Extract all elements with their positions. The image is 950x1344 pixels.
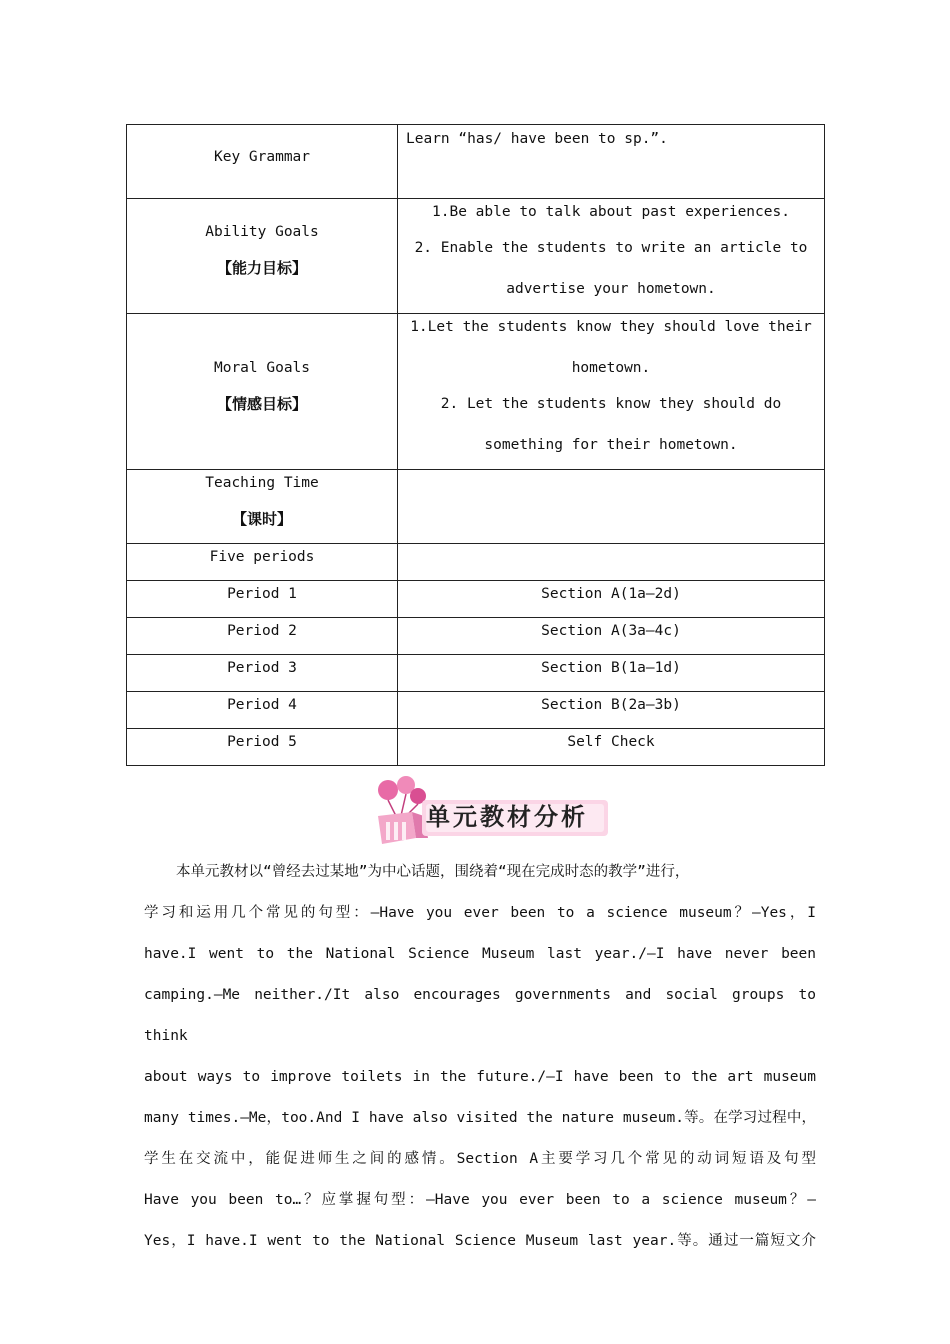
period-content: Self Check	[567, 734, 655, 750]
lesson-plan-table	[126, 124, 825, 766]
row-teaching-time	[127, 470, 825, 544]
key-grammar-content-cell	[398, 125, 825, 199]
period-content-cell	[398, 655, 825, 692]
period-content-cell	[398, 692, 825, 729]
key-grammar-label-cell	[127, 125, 398, 199]
row-period	[127, 655, 825, 692]
ability-goals-line-2: 2. Enable the students to write an article to	[414, 240, 808, 256]
period-name: Period 4	[227, 697, 297, 713]
moral-goals-label-cn: 【情感目标】	[216, 395, 307, 413]
analysis-line: Yes，I have.I went to the National Science Museum last year.等。通过一篇短文介	[144, 1233, 816, 1249]
row-five-periods	[127, 544, 825, 581]
teaching-time-label-cn: 【课时】	[231, 510, 292, 528]
analysis-line: Have you been to…？应掌握句型：—Have you ever been to a science museum？—	[144, 1192, 816, 1208]
ability-goals-content-cell	[398, 199, 825, 314]
period-content: Section A(3a―4c)	[541, 623, 681, 639]
moral-goals-line-1: 1.Let the students know they should love their	[410, 319, 812, 335]
period-content: Section B(2a―3b)	[541, 697, 681, 713]
period-name-cell	[127, 655, 398, 692]
period-content-cell	[398, 581, 825, 618]
teaching-time-content-cell	[398, 470, 825, 544]
period-content-cell	[398, 729, 825, 766]
analysis-line: about ways to improve toilets in the future./—I have been to the art museum	[144, 1069, 816, 1085]
analysis-line: 学习和运用几个常见的句型：—Have you ever been to a science museum？—Yes，I	[144, 905, 816, 921]
row-ability-goals	[127, 199, 825, 314]
period-name: Period 2	[227, 623, 297, 639]
period-name-cell	[127, 692, 398, 729]
period-name-cell	[127, 581, 398, 618]
analysis-paragraph	[144, 852, 816, 1262]
key-grammar-content: Learn “has/ have been to sp.”.	[406, 131, 668, 147]
row-key-grammar	[127, 125, 825, 199]
five-periods-label: Five periods	[209, 549, 315, 565]
period-content-cell	[398, 618, 825, 655]
row-period	[127, 729, 825, 766]
ability-goals-label-cell	[127, 199, 398, 314]
moral-goals-line-4: something for their hometown.	[484, 437, 738, 453]
analysis-line: camping.—Me neither./It also encourages governments and social groups to think	[144, 987, 816, 1044]
ability-goals-line-3: advertise your hometown.	[506, 281, 716, 297]
row-moral-goals	[127, 314, 825, 470]
key-grammar-label: Key Grammar	[213, 149, 311, 165]
analysis-line: 学生在交流中，能促进师生之间的感情。Section A主要学习几个常见的动词短语及句型	[144, 1151, 816, 1167]
analysis-line: many times.—Me，too.And I have also visited the nature museum.等。在学习过程中，	[144, 1110, 816, 1126]
section-title: 单元教材分析	[426, 803, 588, 831]
row-period	[127, 692, 825, 729]
gift-box-icon	[378, 812, 428, 844]
period-content: Section A(1a―2d)	[541, 586, 681, 602]
period-name-cell	[127, 618, 398, 655]
analysis-line: 本单元教材以“曾经去过某地”为中心话题，围绕着“现在完成时态的教学”进行，	[176, 864, 690, 880]
teaching-time-label: Teaching Time	[205, 475, 319, 491]
row-period	[127, 581, 825, 618]
ability-goals-label: Ability Goals	[205, 224, 319, 240]
period-name-cell	[127, 729, 398, 766]
period-name: Period 1	[227, 586, 297, 602]
moral-goals-line-2: hometown.	[571, 360, 651, 376]
period-name: Period 5	[227, 734, 297, 750]
moral-goals-line-3: 2. Let the students know they should do	[440, 396, 782, 412]
five-periods-content-cell	[398, 544, 825, 581]
analysis-line: have.I went to the National Science Museum last year./—I have never been	[144, 946, 816, 962]
five-periods-cell	[127, 544, 398, 581]
moral-goals-content-cell	[398, 314, 825, 470]
period-name: Period 3	[227, 660, 297, 676]
moral-goals-label: Moral Goals	[213, 360, 311, 376]
teaching-time-label-cell	[127, 470, 398, 544]
ability-goals-label-cn: 【能力目标】	[216, 259, 307, 277]
ability-goals-line-1: 1.Be able to talk about past experiences.	[432, 204, 790, 220]
period-content: Section B(1a―1d)	[541, 660, 681, 676]
row-period	[127, 618, 825, 655]
moral-goals-label-cell	[127, 314, 398, 470]
